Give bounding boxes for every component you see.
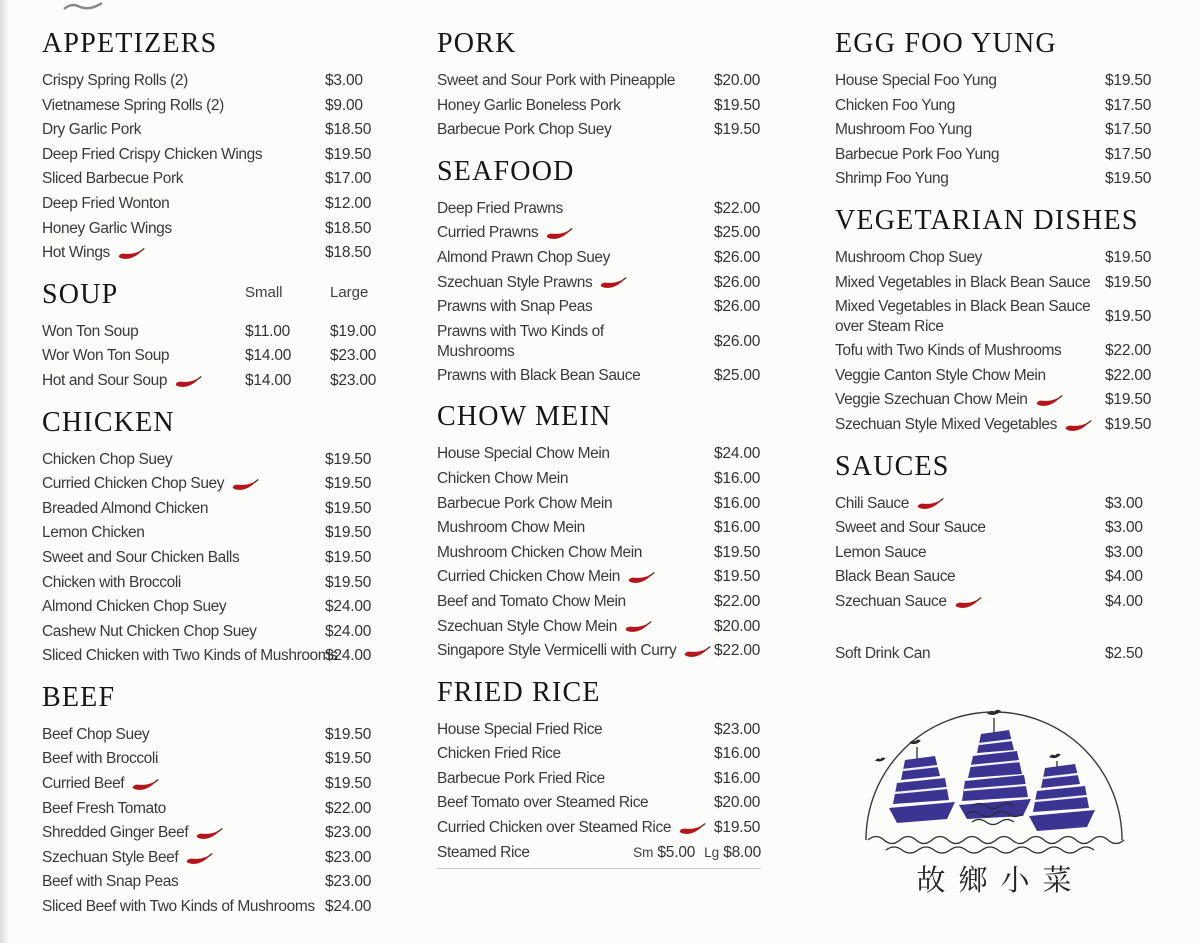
menu-section	[835, 28, 1153, 192]
item-name: Tofu with Two Kinds of Mushrooms	[835, 342, 1062, 360]
item-price: $19.50	[325, 573, 372, 591]
item-name: Deep Fried Wonton	[42, 194, 170, 212]
menu-item	[835, 364, 1153, 389]
item-name	[437, 322, 604, 362]
junk-ships-logo-icon	[860, 700, 1128, 858]
item-price: $3.00	[1105, 519, 1143, 537]
size-price-pair	[704, 841, 761, 866]
item-price: $23.00	[325, 848, 372, 866]
menu-item	[42, 797, 378, 822]
item-name: Sweet and Sour Pork with Pineapple	[437, 72, 675, 89]
section-title: SAUCES	[835, 450, 950, 482]
price-column-header: Large	[330, 283, 369, 301]
menu-column-2	[437, 28, 761, 869]
item-price: $22.00	[714, 642, 761, 660]
column-1-sections	[42, 28, 378, 920]
section-title: EGG FOO YUNG	[835, 28, 1057, 59]
chili-pepper-icon	[916, 498, 944, 511]
item-name: Szechuan Style Chow Mein	[437, 615, 652, 640]
menu-item	[437, 197, 761, 222]
item-name: Wor Won Ton Soup	[42, 347, 170, 365]
item-name: Mushroom Foo Yung	[835, 121, 972, 139]
menu-item	[437, 492, 761, 517]
menu-item	[437, 221, 761, 246]
item-price: $19.50	[1105, 273, 1152, 291]
section-header	[835, 451, 1153, 483]
menu-item	[835, 516, 1153, 541]
menu-section	[437, 401, 761, 663]
item-name: Deep Fried Prawns	[437, 199, 563, 217]
section-header	[42, 279, 378, 311]
item-price: $9.00	[325, 96, 363, 114]
chili-pepper-icon	[678, 823, 706, 836]
item-name: Mushroom Chow Mein	[437, 519, 585, 537]
item-name: Barbecue Pork Foo Yung	[835, 145, 1000, 163]
chili-pepper-icon	[599, 277, 627, 290]
scan-smudge-artifact	[62, 1, 104, 14]
item-name-line: Mixed Vegetables in Black Bean Sauce	[835, 298, 1091, 316]
item-price: $18.50	[325, 244, 372, 262]
size-price: $5.00	[657, 843, 696, 861]
item-price-large: $23.00	[330, 371, 377, 389]
junk-ship-center-icon	[959, 730, 1031, 819]
item-price: $20.00	[714, 617, 761, 635]
item-name: Veggie Canton Style Chow Mein	[835, 366, 1046, 384]
menu-item	[42, 546, 378, 571]
item-name: Sliced Beef with Two Kinds of Mushrooms	[42, 898, 315, 916]
item-price: $25.00	[714, 366, 761, 384]
item-price: $22.00	[1105, 342, 1152, 360]
item-price: $17.00	[325, 170, 372, 188]
item-price: $16.00	[714, 519, 761, 537]
menu-item	[437, 94, 761, 119]
menu-item	[835, 246, 1153, 271]
item-name: Chicken Fried Rice	[437, 745, 561, 763]
menu-item	[42, 595, 378, 620]
item-price: $3.00	[325, 72, 363, 89]
item-name: Shredded Ginger Beef	[42, 821, 223, 846]
item-name: Szechuan Style Prawns	[437, 271, 627, 296]
item-price: $19.50	[325, 548, 372, 566]
item-name: Chicken Foo Yung	[835, 96, 955, 114]
item-name: Curried Chicken Chow Mein	[437, 565, 655, 590]
section-header	[437, 677, 761, 709]
item-name: Mushroom Chop Suey	[835, 248, 983, 266]
section-title: SEAFOOD	[437, 155, 575, 187]
menu-item	[42, 118, 378, 143]
item-price: $16.00	[714, 745, 761, 763]
item-price: $12.00	[325, 194, 372, 212]
menu-item	[437, 320, 761, 364]
column-2-sections	[437, 28, 761, 869]
section-header	[437, 156, 761, 188]
menu-item	[42, 571, 378, 596]
logo-chinese-text: 故鄉小菜	[916, 863, 1085, 898]
item-name: Steamed Rice	[437, 843, 530, 861]
item-name: Sweet and Sour Sauce	[835, 519, 986, 537]
item-name: Chicken with Broccoli	[42, 573, 181, 591]
item-name-line: over Steam Rice	[835, 318, 944, 336]
menu-item	[437, 791, 761, 816]
menu-item	[835, 388, 1153, 413]
menu-item	[42, 747, 378, 772]
item-price: $19.50	[714, 121, 761, 139]
menu-item	[42, 723, 378, 748]
item-name: Chicken Chow Mein	[437, 469, 569, 487]
menu-section	[437, 156, 761, 389]
item-price: $19.50	[1105, 248, 1152, 266]
item-price-small: $14.00	[245, 347, 292, 365]
menu-item	[42, 620, 378, 645]
menu-item	[437, 295, 761, 320]
section-title: SOUP	[42, 278, 119, 310]
item-name: House Special Fried Rice	[437, 720, 603, 738]
item-price: $16.00	[714, 494, 761, 512]
menu-item	[42, 772, 378, 797]
item-price: $26.00	[714, 273, 761, 291]
menu-section	[437, 28, 761, 143]
section-title: CHOW MEIN	[437, 401, 612, 433]
menu-item	[835, 271, 1153, 296]
section-header	[437, 401, 761, 433]
menu-section	[42, 279, 378, 394]
chili-pepper-icon	[1064, 420, 1092, 433]
menu-item	[42, 217, 378, 242]
menu-item	[835, 94, 1153, 119]
item-price: $2.50	[1105, 644, 1143, 662]
restaurant-logo	[835, 700, 1153, 899]
item-name: Beef with Broccoli	[42, 750, 158, 768]
item-price: $19.50	[325, 725, 372, 743]
chili-pepper-icon	[1035, 395, 1063, 408]
divider-rule	[437, 868, 761, 869]
section-title: FRIED RICE	[437, 676, 601, 708]
menu-item	[437, 639, 761, 664]
item-price: $22.00	[325, 799, 372, 817]
chili-pepper-icon	[195, 828, 223, 841]
item-name: Lemon Chicken	[42, 524, 145, 542]
item-price: $18.50	[325, 219, 372, 237]
menu-item	[835, 413, 1153, 438]
chili-pepper-icon	[627, 572, 655, 585]
menu-item	[42, 472, 378, 497]
item-price: $16.00	[714, 769, 761, 787]
item-price: $3.00	[1105, 543, 1143, 561]
menu-section	[42, 682, 378, 920]
size-label: Lg	[704, 844, 720, 860]
item-price: $19.50	[325, 775, 372, 793]
item-price: $25.00	[714, 224, 761, 242]
menu-item	[835, 143, 1153, 168]
item-price-small: $11.00	[245, 322, 291, 340]
item-price: $20.00	[714, 72, 761, 89]
menu-item	[42, 644, 378, 669]
item-price: $19.50	[714, 543, 761, 561]
menu-item	[437, 590, 761, 615]
item-name: Dry Garlic Pork	[42, 121, 142, 139]
menu-item	[835, 339, 1153, 364]
chili-pepper-icon	[131, 779, 159, 792]
item-price-large: $23.00	[330, 347, 377, 365]
item-name: Beef and Tomato Chow Mein	[437, 592, 626, 610]
item-name: Mixed Vegetables in Black Bean Sauce	[835, 273, 1091, 291]
menu-item	[437, 118, 761, 143]
menu-item	[42, 821, 378, 846]
item-size-prices	[633, 841, 761, 866]
item-price: $24.00	[714, 445, 761, 463]
item-name: Curried Chicken Chop Suey	[42, 472, 259, 497]
scan-edge-shadow	[0, 0, 9, 943]
item-name: Black Bean Sauce	[835, 568, 956, 586]
item-price: $26.00	[714, 298, 761, 316]
size-label: Sm	[633, 844, 654, 860]
item-price: $26.00	[714, 332, 761, 350]
menu-item	[42, 167, 378, 192]
menu-section	[42, 407, 378, 669]
menu-item	[437, 816, 761, 841]
section-title: APPETIZERS	[42, 28, 218, 59]
item-price: $19.50	[325, 450, 372, 468]
size-price: $8.00	[723, 843, 761, 861]
item-name: Beef Fresh Tomato	[42, 799, 166, 817]
item-name: Veggie Szechuan Chow Mein	[835, 388, 1063, 413]
section-title: PORK	[437, 28, 517, 59]
menu-item	[42, 870, 378, 895]
item-name: Beef with Snap Peas	[42, 873, 179, 891]
item-name: House Special Chow Mein	[437, 445, 610, 463]
menu-item	[42, 448, 378, 473]
item-name: Lemon Sauce	[835, 543, 927, 561]
item-name: Crispy Spring Rolls (2)	[42, 72, 188, 89]
menu-section	[42, 28, 378, 266]
item-name: Szechuan Style Mixed Vegetables	[835, 413, 1092, 438]
item-name-line: Mushrooms	[437, 342, 515, 360]
item-name: Breaded Almond Chicken	[42, 499, 209, 517]
item-price: $19.50	[325, 524, 372, 542]
item-name: Prawns with Snap Peas	[437, 298, 593, 316]
menu-item	[437, 364, 761, 389]
chili-pepper-icon	[954, 597, 982, 610]
item-price: $19.50	[1105, 391, 1152, 409]
menu-item	[42, 94, 378, 119]
item-name-line: Prawns with Two Kinds of	[437, 322, 604, 340]
item-price-small: $14.00	[245, 371, 292, 389]
menu-item	[835, 167, 1153, 192]
item-price: $18.50	[325, 121, 372, 139]
item-price: $19.50	[1105, 72, 1152, 89]
menu-item	[835, 565, 1153, 590]
menu-item	[437, 69, 761, 94]
item-name	[835, 297, 1090, 337]
item-price: $23.00	[325, 873, 372, 891]
section-title: CHICKEN	[42, 406, 175, 438]
item-name: Szechuan Sauce	[835, 590, 982, 615]
item-name: Chili Sauce	[835, 492, 944, 517]
item-name: Honey Garlic Boneless Pork	[437, 96, 621, 114]
item-name: Won Ton Soup	[42, 322, 139, 340]
item-price: $19.50	[714, 568, 761, 586]
item-price: $19.50	[714, 819, 761, 837]
item-name: Shrimp Foo Yung	[835, 170, 949, 188]
item-name: Singapore Style Vermicelli with Curry	[437, 639, 711, 664]
item-name: Deep Fried Crispy Chicken Wings	[42, 145, 263, 163]
item-price: $19.50	[325, 499, 372, 517]
item-price: $22.00	[1105, 366, 1152, 384]
item-name: Barbecue Pork Chop Suey	[437, 121, 612, 139]
item-price: $19.50	[1105, 308, 1152, 326]
chili-pepper-icon	[117, 248, 145, 261]
item-name: Sliced Chicken with Two Kinds of Mushrooms	[42, 647, 338, 665]
item-name: Mushroom Chicken Chow Mein	[437, 543, 642, 561]
item-price: $4.00	[1105, 592, 1143, 610]
item-name: Sweet and Sour Chicken Balls	[42, 548, 240, 566]
item-price: $23.00	[714, 720, 761, 738]
menu-item	[42, 344, 378, 369]
item-price: $24.00	[325, 622, 372, 640]
section-header	[437, 28, 761, 60]
menu-item	[437, 516, 761, 541]
menu-item	[42, 521, 378, 546]
menu-item	[437, 742, 761, 767]
menu-item	[835, 642, 1153, 667]
menu-item	[835, 69, 1153, 94]
item-price: $19.50	[325, 475, 372, 493]
item-price: $19.50	[325, 145, 372, 163]
menu-item	[835, 541, 1153, 566]
item-price: $19.50	[325, 750, 372, 768]
item-price: $17.50	[1105, 96, 1152, 114]
menu-item	[437, 565, 761, 590]
menu-item	[42, 846, 378, 871]
section-header	[42, 407, 378, 439]
menu-item	[835, 295, 1153, 339]
menu-item	[437, 246, 761, 271]
menu-item	[437, 841, 761, 866]
menu-item	[835, 492, 1153, 517]
item-name: Chicken Chop Suey	[42, 450, 173, 468]
item-price: $4.00	[1105, 568, 1143, 586]
menu-item	[437, 541, 761, 566]
item-price: $20.00	[714, 794, 761, 812]
item-price-large: $19.00	[330, 322, 377, 340]
item-name: Almond Prawn Chop Suey	[437, 248, 610, 266]
item-name: Soft Drink Can	[835, 644, 931, 662]
item-price: $19.50	[1105, 415, 1152, 433]
menu-section	[835, 451, 1153, 615]
section-title: BEEF	[42, 681, 116, 713]
item-name: Hot and Sour Soup	[42, 369, 202, 394]
menu-item	[42, 192, 378, 217]
section-title: VEGETARIAN DISHES	[835, 204, 1139, 236]
menu-item	[42, 895, 378, 920]
menu-section	[835, 205, 1153, 438]
menu-item	[42, 320, 378, 345]
menu-column-1	[42, 28, 378, 920]
item-price: $24.00	[325, 598, 372, 616]
chili-pepper-icon	[545, 228, 573, 241]
item-price: $23.00	[325, 824, 372, 842]
item-name: Prawns with Black Bean Sauce	[437, 366, 641, 384]
section-header	[835, 28, 1153, 60]
size-price-pair	[633, 841, 695, 866]
item-price: $26.00	[714, 248, 761, 266]
menu-item	[437, 442, 761, 467]
item-price: $24.00	[325, 647, 372, 665]
item-name: Curried Chicken over Steamed Rice	[437, 816, 706, 841]
item-name: Almond Chicken Chop Suey	[42, 598, 227, 616]
chili-pepper-icon	[231, 479, 259, 492]
menu-item	[42, 241, 378, 266]
column-3-sections	[835, 28, 1153, 666]
item-name: Vietnamese Spring Rolls (2)	[42, 96, 224, 114]
menu-item	[42, 497, 378, 522]
item-name: Beef Chop Suey	[42, 725, 150, 743]
menu-item	[42, 143, 378, 168]
item-price: $19.50	[1105, 170, 1152, 188]
item-name: Honey Garlic Wings	[42, 219, 172, 237]
menu-column-3	[835, 28, 1153, 899]
item-price: $17.50	[1105, 145, 1152, 163]
item-name: Szechuan Style Beef	[42, 846, 213, 871]
item-price: $16.00	[714, 469, 761, 487]
section-header	[835, 205, 1153, 237]
menu-item	[437, 467, 761, 492]
item-name: House Special Foo Yung	[835, 72, 997, 89]
menu-item	[437, 615, 761, 640]
item-name: Cashew Nut Chicken Chop Suey	[42, 622, 257, 640]
section-header	[42, 28, 378, 60]
item-price: $3.00	[1105, 494, 1143, 512]
menu-item	[437, 271, 761, 296]
item-name: Sliced Barbecue Pork	[42, 170, 184, 188]
menu-item	[835, 590, 1153, 615]
item-price: $19.50	[714, 96, 761, 114]
chili-pepper-icon	[624, 621, 652, 634]
menu-item	[437, 718, 761, 743]
menu-item	[42, 369, 378, 394]
menu-section	[835, 642, 1153, 667]
menu-item	[835, 118, 1153, 143]
item-name: Curried Beef	[42, 772, 159, 797]
chili-pepper-icon	[174, 376, 202, 389]
item-price: $22.00	[714, 592, 761, 610]
item-price: $17.50	[1105, 121, 1152, 139]
item-name: Barbecue Pork Fried Rice	[437, 769, 605, 787]
item-price: $22.00	[714, 199, 761, 217]
chili-pepper-icon	[185, 853, 213, 866]
section-header	[42, 682, 378, 714]
price-column-header: Small	[245, 283, 283, 301]
item-name: Barbecue Pork Chow Mein	[437, 494, 613, 512]
menu-item	[42, 69, 378, 94]
item-name: Beef Tomato over Steamed Rice	[437, 794, 649, 812]
menu-item	[437, 767, 761, 792]
chili-pepper-icon	[683, 646, 711, 659]
item-price: $24.00	[325, 898, 372, 916]
menu-section	[437, 677, 761, 870]
item-name: Curried Prawns	[437, 221, 573, 246]
item-name: Hot Wings	[42, 241, 145, 266]
